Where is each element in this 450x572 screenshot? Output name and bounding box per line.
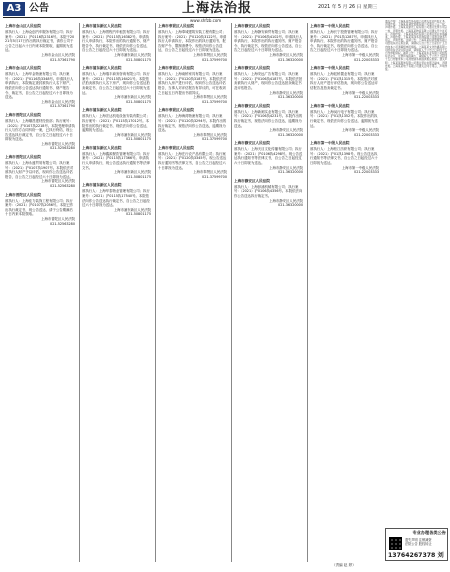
notice-columns [3,23,381,562]
notice-title: 上海市奉贤区人民法院 [158,145,194,150]
court-notice [156,145,229,183]
notice-body: 被执行人：上海天目文化传播有限公司；执行案号：（2021）沪0106执4298号。现公告送达执行通知书等法律文书，自公告之日起经过六十日即视为送达。 [234,147,303,166]
notice-signature: 上海市静安区人民法院 [269,128,303,133]
notice-body: 被执行人：上海南桥家具有限公司；执行案号：（2021）沪0120执3187号。本院依法对被执行人房产进行评估，现向你公告送达评估报告，当事人对评估报告有异议的，可在收到之日起五日内提出书面异议。 [158,72,227,95]
notice-column-5 [307,23,381,562]
notice-phone: 021-22003333 [354,57,379,62]
notice-body: 被执行人：上海松江纺织有限公司；执行案号：（2021）沪01执1398号。现公告送达执行通知书等法律文书，自公告之日起经过六十日即视为送达。 [310,147,378,166]
court-notice [156,107,229,145]
court-notice [80,145,153,183]
issue-date: 2021 年 5 月 26 日 星期三 [318,5,378,10]
court-notice [3,23,77,65]
notice-phone: 021-36320000 [278,57,303,62]
notice-signature: 上海市奉贤区人民法院 [193,132,227,137]
notice-signature: 上海市静安区人民法院 [269,52,303,57]
court-notice [308,23,381,65]
notice-title: 上海市第一中级人民法院 [310,24,350,28]
court-notice [156,23,229,65]
notice-signature: 上海市静安区人民法院 [269,90,303,95]
notice-signature: 上海市普陀区人民法院 [41,179,75,184]
notice-phone: 021-22003333 [354,132,379,137]
notice-phone: 021-37599700 [202,99,227,104]
ad-box [385,528,448,561]
court-notice [308,65,381,103]
court-notice [3,112,77,154]
ad-title: 专业办理各类公告 [412,530,446,535]
notice-title: 上海市浦东新区人民法院 [82,24,122,28]
notice-body: 被执行人：上海奉城建筑安装工程有限公司；执行案号：（2021）沪0120执3122号。申请执行人申请执行，本院作出的执行通知书、报告财产令、限制消费令，现依法向你公告送达，自公告之日起经过六十日即视为送达。 [158,30,227,53]
notice-title: 上海市静安区人民法院 [234,141,270,146]
court-notice [308,140,381,178]
notice-title: 上海市静安区人民法院 [234,66,270,71]
court-notice [232,23,305,65]
notice-column-3 [155,23,229,562]
notice-phone: 021-36320000 [278,170,303,175]
header-rule [3,17,450,18]
newspaper-masthead: 上海法治报 [182,1,253,16]
notice-title: 上海市奉贤区人民法院 [158,108,194,113]
court-notice [80,65,153,107]
notice-body: 被执行人：上海彭浦机械有限公司；执行案号：（2021）沪0106执4356号。本院依法向你公告送达执行裁定书。 [234,184,303,199]
notice-body: 被执行人：上海新闸实业有限公司；执行案号：（2021）沪0106执4231号。本院作出的执行裁定书，现依法向你公告送达，逾期视为送达。 [234,109,303,128]
site-url: www.shfzb.com [190,18,222,23]
notice-signature: 上海市浦东新区人民法院 [113,207,151,212]
notice-phone: 021-50801175 [126,174,151,179]
notice-signature: 上海市奉贤区人民法院 [193,52,227,57]
notice-column-4 [231,23,305,562]
notice-signature: 上海市普陀区人民法院 [41,141,75,146]
notice-body: 被执行人：上海长宁投资管理有限公司；执行案号：（2021）沪01执1287号。申请执行人申请执行，本院作出的执行通知书、财产报告令、执行裁定书，现依法向你公告送达，自公告之日起经过六十日即视为送达。 [310,30,378,53]
court-notice [3,154,77,192]
notice-signature: 上海市第一中级人民法院 [341,90,379,95]
notice-phone: 021-36320000 [278,203,303,208]
notice-signature: 上海市普陀区人民法院 [41,217,75,221]
notice-body: 被执行人：上海静安商贸有限公司；执行案号：（2021）沪0106执4102号。申请执行人申请执行，本院作出的执行通知书、财产报告令、执行裁定书，现依法向你公告送达，自公告之日起经过六十日即视为送达。 [234,30,303,53]
qr-code-icon [389,537,402,550]
notice-title: 上海市普陀区人民法院 [5,112,41,117]
notice-body: 被执行人：上海鑫源餐饮管理有限公司；执行案号：（2021）沪0115执17366号。申请执行人申请执行，现公告送达执行通知书等法律文书。 [82,151,150,170]
section-badge: A3 [3,2,25,16]
notice-body: 被执行人：上海安远广告有限公司；执行案号：（2021）沪0106执4187号。本院依法拍卖被执行人财产，现向你公告送达拍卖裁定书及评估报告。 [234,72,303,90]
notice-body: 被执行人：上海宏达机电设备安装有限公司；执行案号：（2021）沪0115执17012号。本院作出的执行裁定书，现依法向你公告送达，逾期视为送达。 [82,114,150,133]
classified-notices [385,20,448,526]
notice-signature: 上海市浦东新区人民法院 [113,170,151,175]
notice-phone: 021-50801175 [126,99,151,104]
notice-body: 被执行人：上海华金物流有限公司；执行案号：（2021）沪0116执3348号。申请执行人申请执行，本院裁定查封被执行人名下财产，现依法向你公告送达执行通知书、财产报告令、裁定书，自公告之日起经过六十日即视为送达。 [5,72,74,100]
notice-signature: 上海市金山区人民法院 [41,52,75,57]
notice-body: 被执行人：上海众创汽车服务有限公司；执行案号：（2021）沪0116执2316号。本院于2021年5月17日作出的执行裁定书，请你公司于公告之日起六十日内来本院领取，逾期视为送达。 [5,30,75,53]
court-notice [232,178,305,211]
notice-phone: 021-22003333 [354,170,379,175]
notice-phone: 021-57361790 [50,104,75,109]
notice-phone: 021-50801175 [126,57,151,62]
notice-title: 上海市普陀区人民法院 [5,155,41,160]
notice-body: 被执行人：上海虹桥置业有限公司；执行案号：（2021）沪01执1315号。本院依法对被执行人房产进行评估拍卖，现向你公告送达评估报告及拍卖裁定书。 [310,72,378,90]
notice-title: 上海市静安区人民法院 [234,178,270,183]
court-notice [232,65,305,103]
notice-body: 被执行人：上海顺昌建材经营部；执行案号：（2021）沪0107执2218号。本院受理申请执行人与你方合同纠纷一案，已执行终结，现公告送达执行裁定书，自公告之日起经过六十日即视为送达。 [5,118,75,142]
notice-signature: 上海市第一中级人民法院 [341,128,379,133]
notice-signature: 上海市奉贤区人民法院 [193,170,227,175]
notice-body: 被执行人：上海海湾物流有限公司；执行案号：（2021）沪0120执3294号。本院作出的执行裁定书，现依法向你公告送达，逾期视为送达。 [158,114,227,133]
notice-title: 上海市普陀区人民法院 [5,192,41,197]
notice-body: 被执行人：上海景程汽车租赁有限公司；执行案号：（2021）沪0115执16382号。申请执行人申请执行，本院作出的执行通知书、财产报告令、执行裁定书，现依法向你公告送达，自公告之日起经过六十日即视为送达。 [82,30,150,53]
notice-signature: 上海市静安区人民法院 [269,165,303,170]
notice-phone: 021-57361790 [50,57,75,62]
ad-line: 法院公告 股权转让 [405,542,432,546]
notice-title: 上海市浦东新区人民法院 [82,145,122,150]
court-notice [3,65,77,112]
page-header [0,0,450,23]
notice-phone: 021-52563280 [50,221,75,226]
court-notice [232,103,305,141]
notice-phone: 021-37599700 [202,137,227,142]
court-notice [232,140,305,178]
notice-signature: 上海市第一中级人民法院 [341,165,379,170]
notice-title: 上海市浦东新区人民法院 [82,108,122,113]
notice-phone: 021-36320000 [278,132,303,137]
notice-title: 上海市奉贤区人民法院 [158,66,194,71]
notice-body: 被执行人：上海庄行农产品有限公司；执行案号：（2021）沪0120执3345号。现公告送达执行通知书等法律文书，自公告之日起经过六十日即视为送达。 [158,151,227,170]
notice-body: 被执行人：上海瑞丰商务咨询有限公司；执行案号：（2021）沪0115执16421号。本院依法拍卖被执行人名下房产，现向你公告送达拍卖裁定书，自公告之日起经过六十日即视为送达。 [82,72,150,95]
notice-title: 上海市奉贤区人民法院 [158,24,194,28]
notice-signature: 上海市第一中级人民法院 [341,52,379,57]
notice-phone: 021-36320000 [278,95,303,100]
notice-signature: 上海市金山区人民法院 [41,99,75,104]
notice-title: 上海市第一中级人民法院 [310,66,350,71]
ad-line: 遗失声明 注销减资 [405,538,432,542]
notice-phone: 021-50801175 [126,137,151,142]
notice-body: 被执行人：上海闵行电子有限公司；执行案号：（2021）沪01执1352号。本院作出的执行裁定书，现依法向你公告送达，逾期视为送达。 [310,109,378,128]
editor-credit: （责编 赵 婷） [332,563,356,567]
notice-signature: 上海市静安区人民法院 [269,198,303,203]
court-notice [308,103,381,141]
notice-phone: 021-37599700 [202,57,227,62]
notice-body: 被执行人：上海佳力装饰工程有限公司；执行案号：（2021）沪0107执2056号。本院已作出执行裁定书，现公告送达，请于公告期满后十日内来本院领取。 [5,198,74,217]
notice-phone: 021-22003333 [354,95,379,100]
notice-title: 上海市第一中级人民法院 [310,103,350,108]
notice-title: 上海市浦东新区人民法院 [82,66,122,71]
notice-signature: 上海市浦东新区人民法院 [113,95,151,100]
notice-column-2 [79,23,153,562]
notice-title: 上海市静安区人民法院 [234,24,270,28]
section-title: 公告 [29,3,49,14]
notice-signature: 上海市浦东新区人民法院 [113,52,151,57]
court-notice [80,23,153,65]
classified-text: 遗失声明：上海某某贸易有限公司遗失营业执照正本，声明作废。上海某某餐饮管理有限公司遗失公章一枚，声明作废。上海某某建设工程有限公司遗失发票专用章一枚，声明作废。上海某某物流有限公司遗失开户许可证，声明作废。上海某某科技有限公司遗失营业执照副本，声明作废。上海某某商务咨询有限公司遗失财务专用章，声明作废。注销公告：上海某某投资管理有限公司经股东决定拟注销，请债权人自公告之日起四十五日内向本公司清算组申报债权。上海某某文化传播有限公司经股东会决议拟注销，请债权人于公告之日起四十五日内申报债权。减资公告：上海某某实业有限公司经股东会决议，注册资本拟减少，请债权人于公告之日起四十五日内要求本公司清偿债务或提供相应担保。遗失声明：上海某某服饰有限公司遗失营业执照正副本，声明作废。上海某某电子有限公司遗失合同专用章，声明作废。 [385,20,448,72]
notice-body: 被执行人：上海华泰物业管理有限公司；执行案号：（2021）沪0115执17540号。本院依法向你公告送达执行裁定书，自公告之日起经过六十日即视为送达。 [82,189,150,208]
court-notice [156,65,229,107]
notice-signature: 上海市奉贤区人民法院 [193,95,227,100]
court-notice [80,182,153,220]
notice-signature: 上海市浦东新区人民法院 [113,132,151,137]
notice-title: 上海市金山区人民法院 [5,24,41,28]
notice-phone: 021-50801175 [126,212,151,217]
notice-phone: 021-52563280 [50,146,75,151]
notice-title: 上海市第一中级人民法院 [310,141,350,146]
notice-body: 被执行人：上海永盛贸易有限公司；执行案号：（2021）沪0107执1907号。本院依法对被执行人财产予以评估，现向你公告送达评估报告，自公告之日起经过六十日即视为送达。 [5,161,74,179]
notice-column-1 [3,23,77,562]
notice-phone: 021-37599700 [202,174,227,179]
notice-title: 上海市金山区人民法院 [5,66,41,71]
notice-phone: 021-52563280 [50,184,75,189]
ad-phone: 13764267378 刘 [388,552,444,559]
court-notice [3,192,77,230]
notice-title: 上海市静安区人民法院 [234,103,270,108]
court-notice [80,107,153,145]
notice-title: 上海市浦东新区人民法院 [82,183,122,188]
